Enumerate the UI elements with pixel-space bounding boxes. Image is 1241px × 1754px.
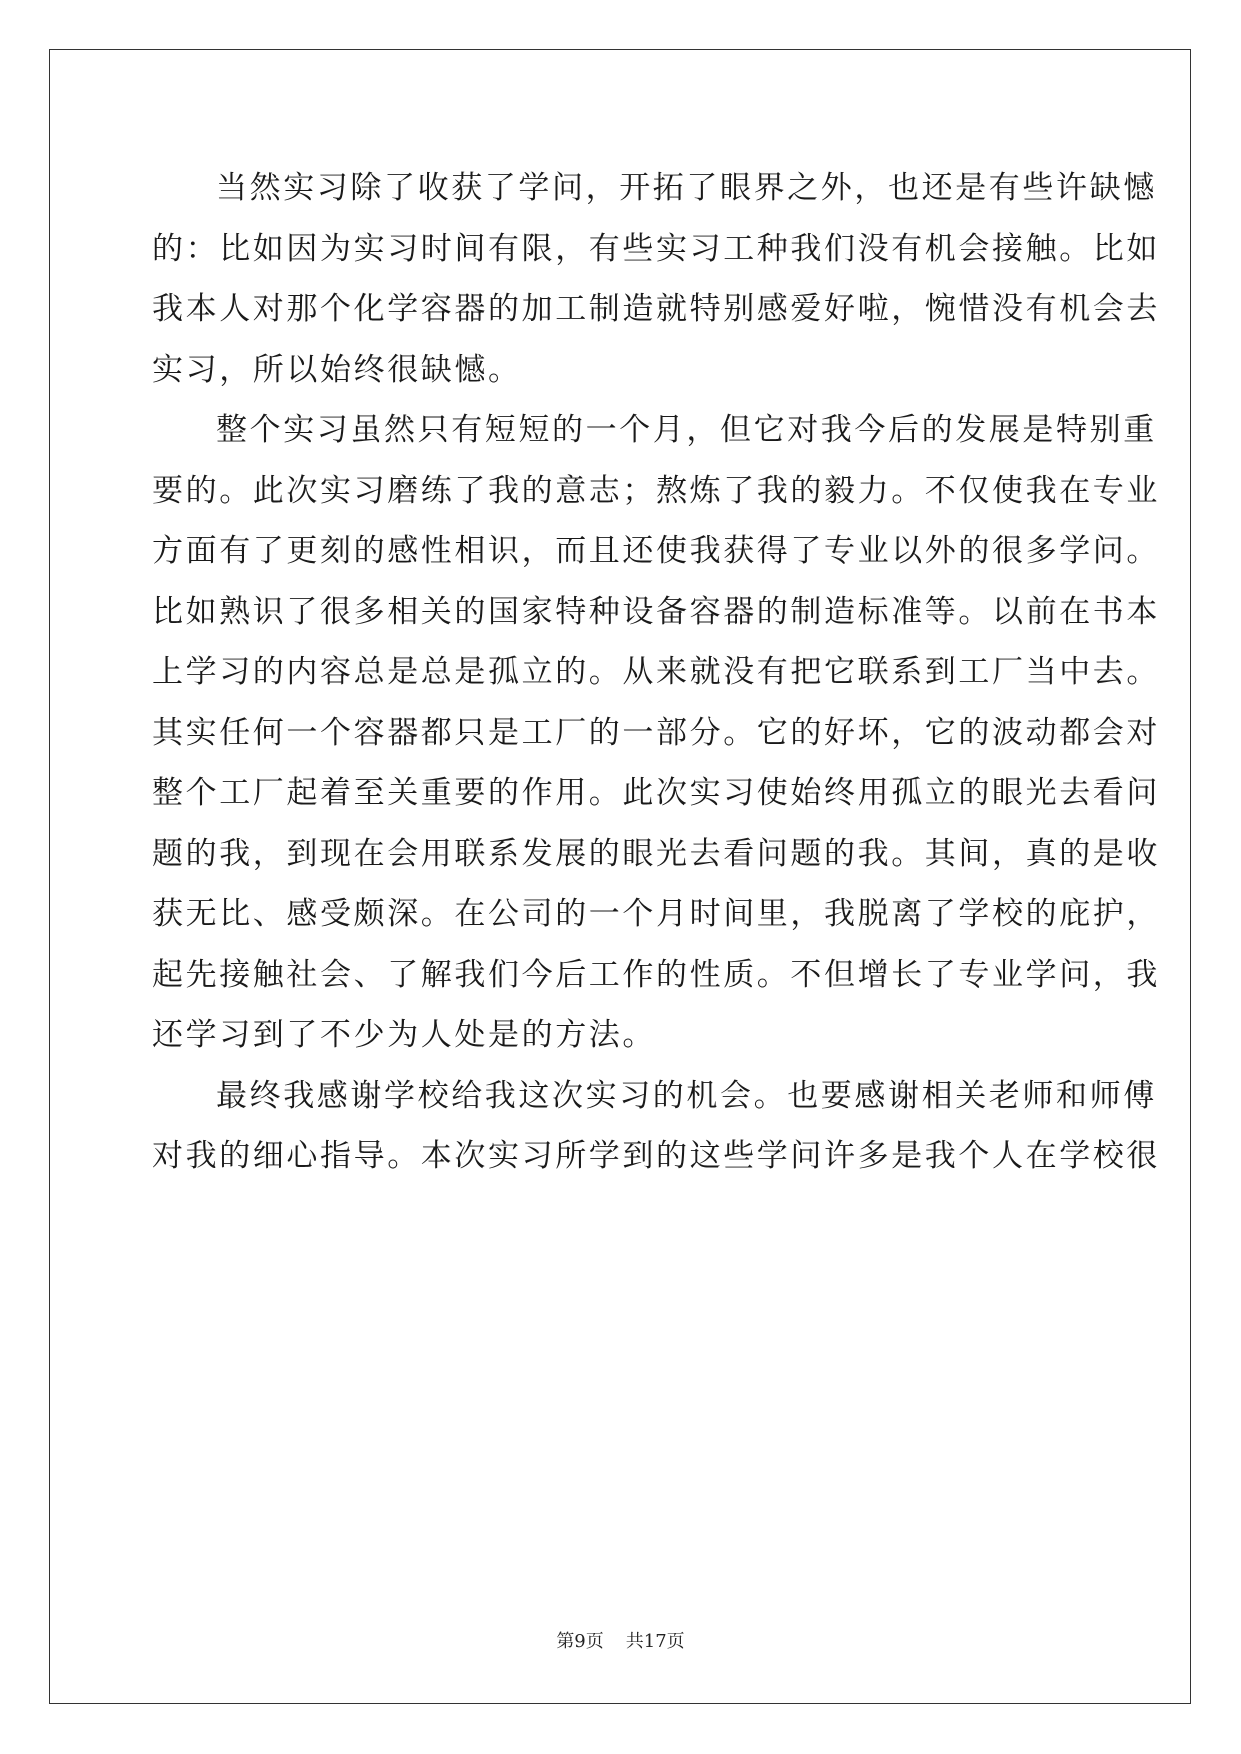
paragraph-3 bbox=[152, 1066, 1160, 1187]
text-line: 获无比、感受颇深。在公司的一个月时间里，我脱离了学校的庇护， bbox=[152, 896, 1160, 932]
text-line: 当然实习除了收获了学问，开拓了眼界之外，也还是有些许缺憾 bbox=[216, 170, 1157, 206]
paragraph-1 bbox=[152, 158, 1160, 400]
text-line: 上学习的内容总是总是孤立的。从来就没有把它联系到工厂当中去。 bbox=[152, 654, 1160, 690]
text-line: 实习，所以始终很缺憾。 bbox=[152, 351, 522, 388]
text-line: 整个实习虽然只有短短的一个月，但它对我今后的发展是特别重 bbox=[216, 412, 1157, 448]
text-line: 的：比如因为实习时间有限，有些实习工种我们没有机会接触。比如 bbox=[152, 230, 1160, 267]
page-footer bbox=[0, 1627, 1241, 1653]
paragraph-2 bbox=[152, 400, 1160, 1066]
text-line: 方面有了更刻的感性相识，而且还使我获得了专业以外的很多学问。 bbox=[152, 533, 1160, 569]
text-line: 最终我感谢学校给我这次实习的机会。也要感谢相关老师和师傅 bbox=[216, 1077, 1157, 1114]
text-line: 整个工厂起着至关重要的作用。此次实习使始终用孤立的眼光去看问 bbox=[152, 775, 1160, 811]
document-body bbox=[152, 158, 1160, 1187]
text-line: 起先接触社会、了解我们今后工作的性质。不但增长了专业学问，我 bbox=[152, 956, 1160, 993]
text-line: 要的。此次实习磨练了我的意志；熬炼了我的毅力。不仅使我在专业 bbox=[152, 472, 1160, 509]
page-number: 第9页 bbox=[556, 1631, 604, 1652]
text-line: 其实任何一个容器都只是工厂的一部分。它的好坏，它的波动都会对 bbox=[152, 714, 1160, 751]
text-line: 对我的细心指导。本次实习所学到的这些学问许多是我个人在学校很 bbox=[152, 1138, 1160, 1174]
text-line: 还学习到了不少为人处是的方法。 bbox=[152, 1017, 656, 1053]
text-line: 我本人对那个化学容器的加工制造就特别感爱好啦，惋惜没有机会去 bbox=[152, 291, 1160, 327]
text-line: 题的我，到现在会用联系发展的眼光去看问题的我。其间，真的是收 bbox=[152, 835, 1160, 872]
text-line: 比如熟识了很多相关的国家特种设备容器的制造标准等。以前在书本 bbox=[152, 593, 1160, 630]
page-total: 共17页 bbox=[625, 1631, 685, 1652]
